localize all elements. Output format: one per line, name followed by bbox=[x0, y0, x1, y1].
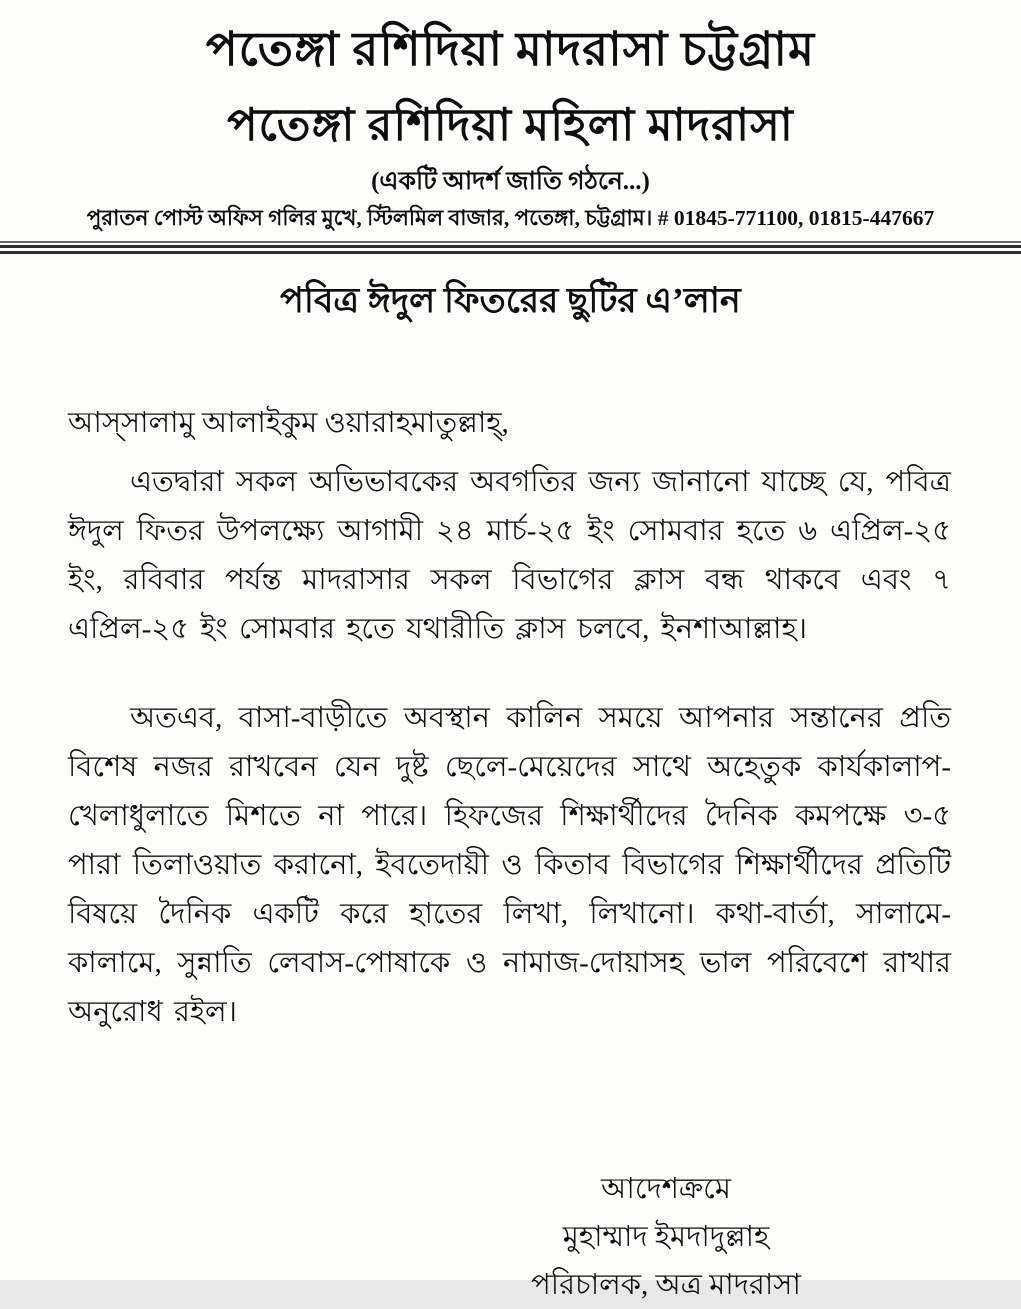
letterhead-separator bbox=[0, 241, 1021, 254]
organization-title-secondary: পতেঙ্গা রশিদিয়া মহিলা মাদরাসা bbox=[227, 100, 794, 150]
organization-address-phone: পুরাতন পোস্ট অফিস গলির মুখে, স্টিলমিল বাজার, পতেঙ্গা, চট্টগ্রাম। # 01845-771100, 01815-447667 bbox=[86, 206, 935, 230]
signature-designation: পরিচালক, অত্র মাদরাসা bbox=[531, 1269, 801, 1301]
letterhead bbox=[0, 14, 1021, 233]
notice-paragraph-2: অতএব, বাসা-বাড়ীতে অবস্থান কালিন সময়ে আপনার সন্তানের প্রতি বিশেষ নজর রাখবেন যেন দুষ্ট ছেলে-মেয়েদের সাথে অহেতুক কার্যকালাপ-খেলাধুলাতে মিশতে না পারে। হিফজের শিক্ষার্থীদের দৈনিক কমপক্ষে ৩-৫ পারা তিলাওয়াত করানো, ইবতেদায়ী ও কিতাব বিভাগের শিক্ষার্থীদের প্রতিটি বিষয়ে দৈনিক একটি করে হাতের লিখা, লিখানো। কথা-বার্তা, সালামে-কালামে, সুন্নাতি লেবাস-পোষাকে ও নামাজ-দোয়াসহ ভাল পরিবেশে রাখার অনুরোধ রইল। bbox=[68, 702, 951, 1028]
signature-name: মুহাম্মাদ ইমদাদুল্লাহ bbox=[562, 1221, 770, 1253]
signature-block bbox=[486, 1165, 846, 1309]
organization-title-primary: পতেঙ্গা রশিদিয়া মাদরাসা চট্টগ্রাম bbox=[205, 24, 816, 76]
separator-thin-line bbox=[0, 241, 1021, 243]
notice-paragraph-1: এতদ্বারা সকল অভিভাবকের অবগতির জন্য জানানো যাচ্ছে যে, পবিত্র ঈদুল ফিতর উপলক্ষ্যে আগামী ২৪ মার্চ-২৫ ইং সোমবার হতে ৬ এপ্রিল-২৫ ইং, রবিবার পর্যন্ত মাদরাসার সকল বিভাগের ক্লাস বন্ধ থাকবে এবং ৭ এপ্রিল-২৫ ইং সোমবার হতে যথারীতি ক্লাস চলবে, ইনশাআল্লাহ। bbox=[68, 466, 951, 645]
separator-double-line bbox=[0, 245, 1021, 254]
organization-tagline: (একটি আদর্শ জাতি গঠনে...) bbox=[371, 168, 650, 195]
notice-title: পবিত্র ঈদুল ফিতরের ছুটির এ’লান bbox=[280, 281, 741, 320]
signature-by-order: আদেশক্রমে bbox=[601, 1173, 731, 1205]
salutation: আস্সালামু আলাইকুম ওয়ারাহমাতুল্লাহ্, bbox=[68, 407, 509, 439]
